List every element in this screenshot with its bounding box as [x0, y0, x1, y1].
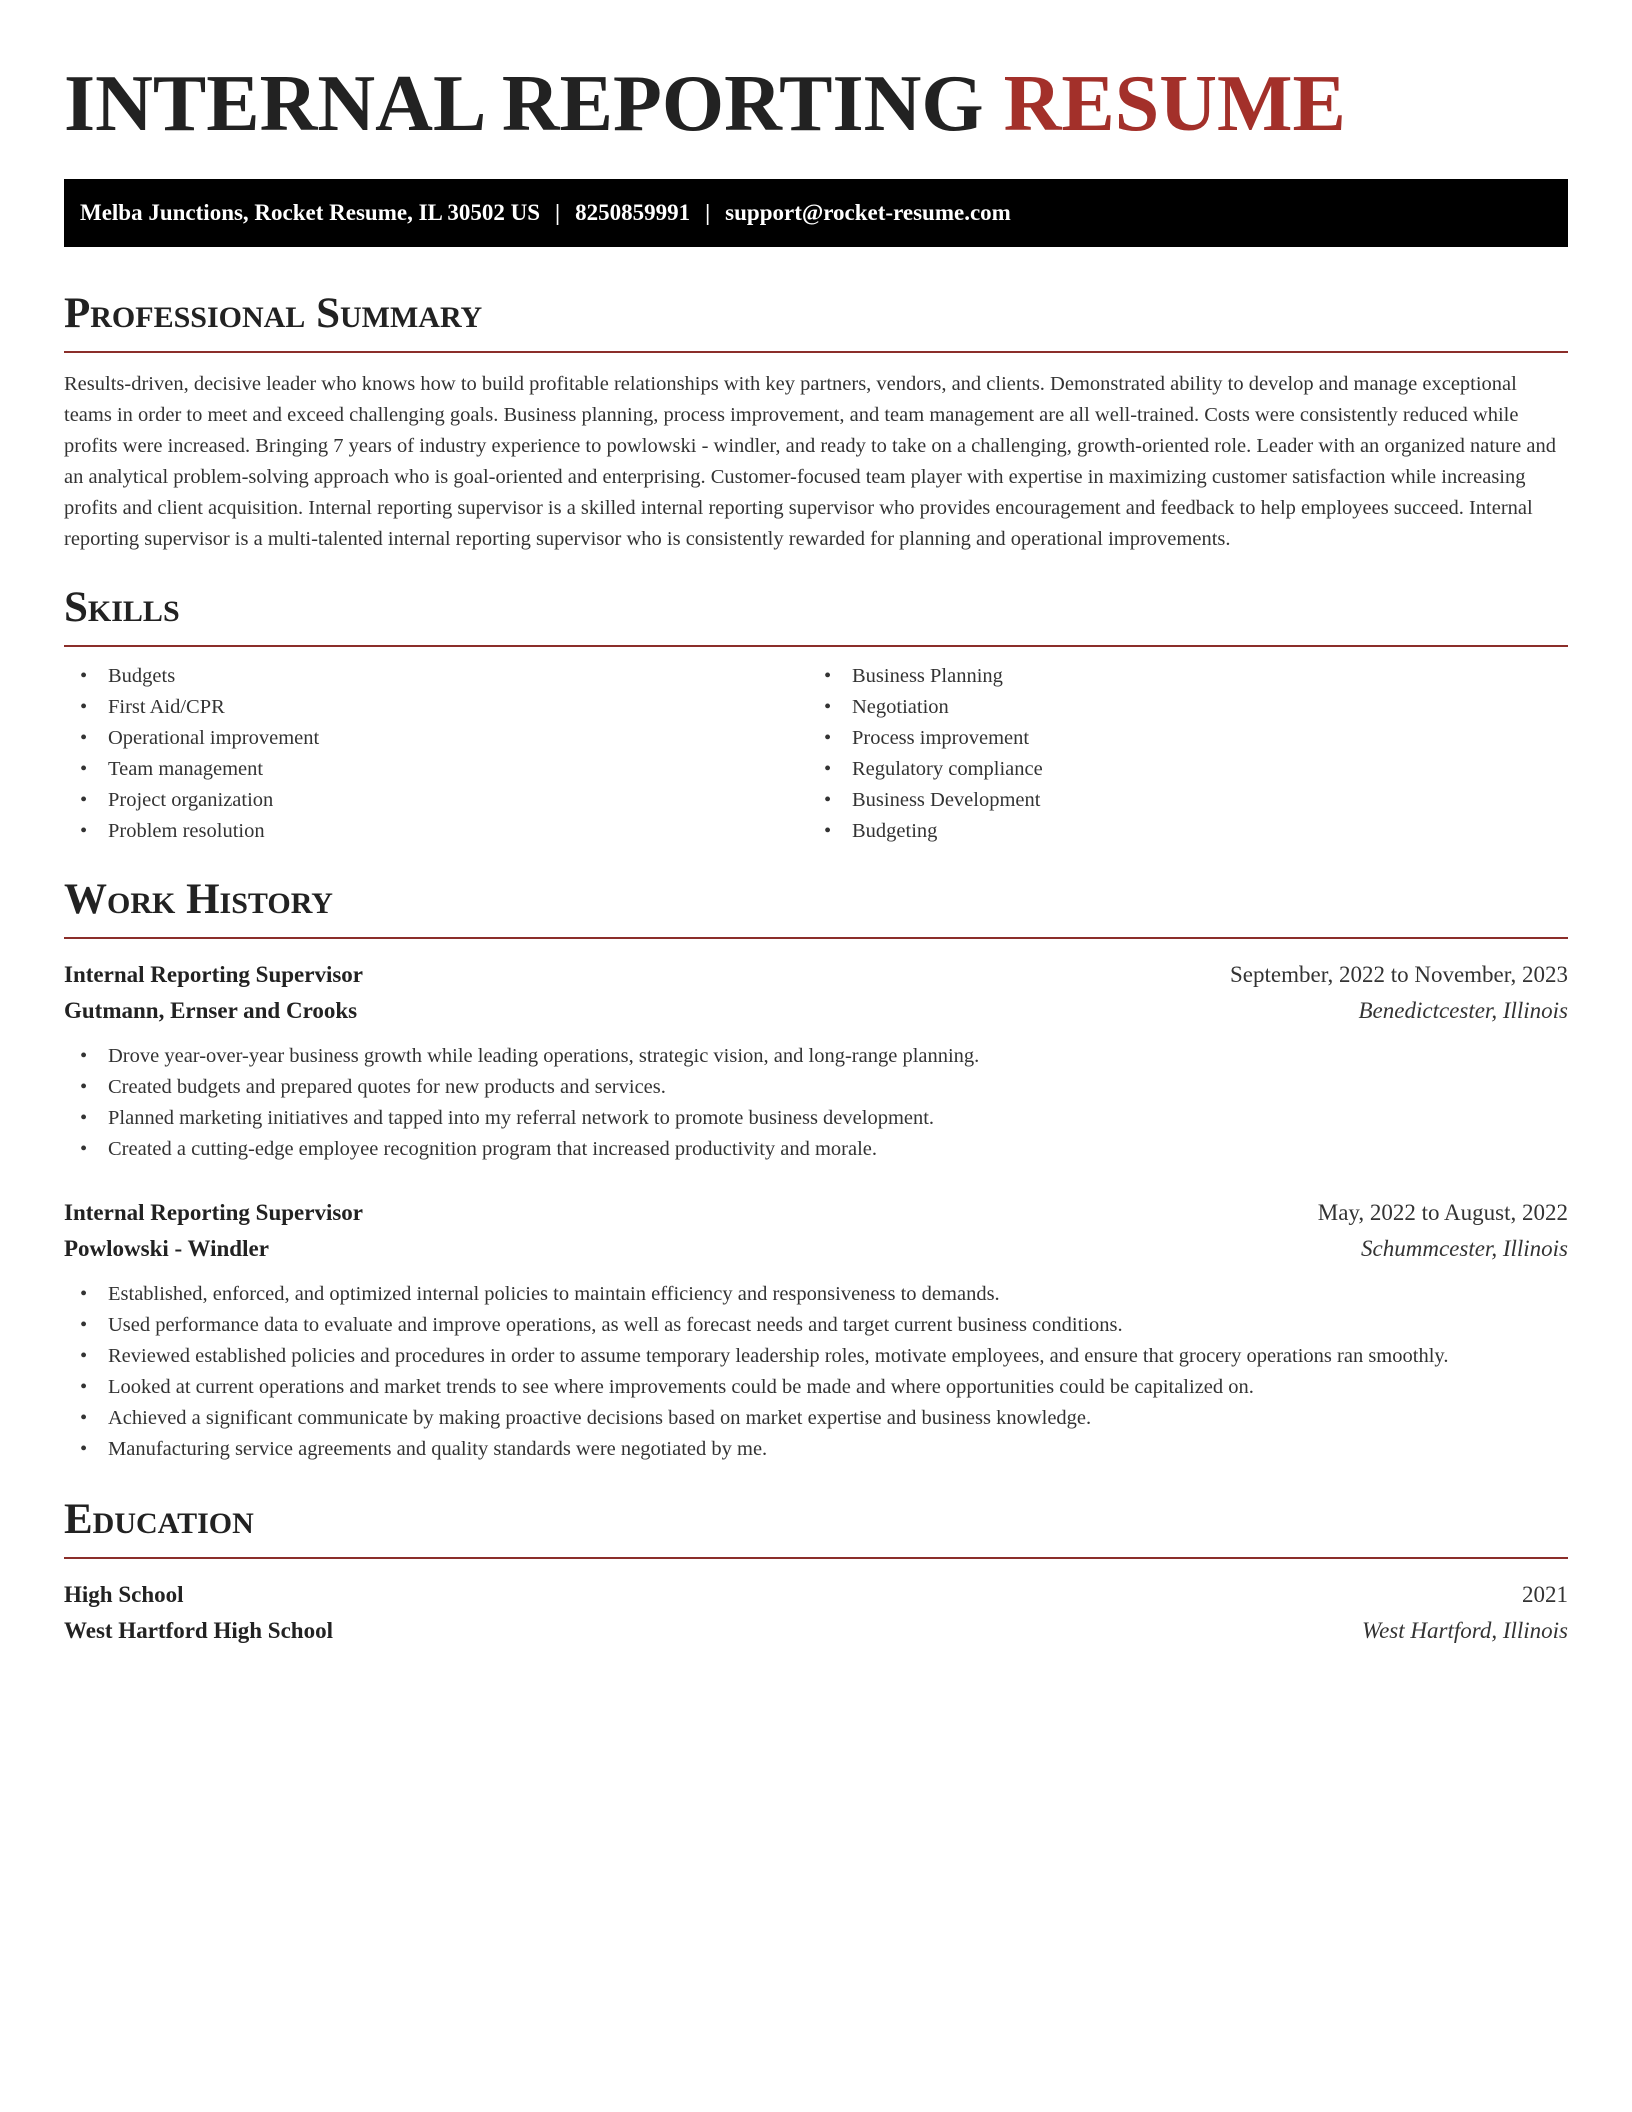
- job-company: Gutmann, Ernser and Crooks: [64, 998, 358, 1023]
- job-title: Internal Reporting Supervisor: [64, 962, 363, 987]
- education-year: 2021: [1522, 1582, 1568, 1607]
- job-entry: [64, 1195, 1568, 1465]
- skill-item: • Regulatory compliance: [808, 754, 1548, 785]
- education-entry: [64, 1577, 1568, 1649]
- work-history-heading: Work History: [64, 875, 1568, 939]
- skill-item: • Process improvement: [808, 723, 1548, 754]
- job-duties: [64, 1279, 1568, 1465]
- job-duty-item: • Established, enforced, and optimized internal policies to maintain efficiency and responsiveness to demands.: [64, 1279, 1568, 1310]
- skill-item: • Team management: [64, 754, 804, 785]
- skill-item: • First Aid/CPR: [64, 692, 804, 723]
- title-main: INTERNAL REPORTING: [64, 60, 984, 148]
- skill-item: • Budgeting: [808, 816, 1548, 847]
- job-title-row: [64, 957, 1568, 993]
- job-company-row: [64, 1231, 1568, 1267]
- skill-item: • Business Planning: [808, 661, 1548, 692]
- job-duty-item: • Drove year-over-year business growth while leading operations, strategic vision, and long-range planning.: [64, 1041, 1568, 1072]
- contact-phone: 8250859991: [575, 200, 691, 225]
- job-title-row: [64, 1195, 1568, 1231]
- job-entry: [64, 957, 1568, 1165]
- skill-item: • Problem resolution: [64, 816, 804, 847]
- job-duties: [64, 1041, 1568, 1165]
- job-location: Benedictcester, Illinois: [1358, 998, 1568, 1023]
- education-location: West Hartford, Illinois: [1362, 1618, 1568, 1643]
- job-location: Schummcester, Illinois: [1361, 1236, 1568, 1261]
- summary-text: Results-driven, decisive leader who knows how to build profitable relationships with key partners, vendors, and clients. Demonstrated ability to develop and manage exceptional teams in order to meet and exceed challenging goals. Business planning, process improvement, and team management are all well-trained. Costs were consistently reduced while profits were increased. Bringing 7 years of industry experience to powlowski - windler, and ready to take on a challenging, growth-oriented role. Leader with an organized nature and an analytical problem-solving approach who is goal-oriented and enterprising. Customer-focused team player with expertise in maximizing customer satisfaction while increasing profits and client acquisition. Internal reporting supervisor is a skilled internal reporting supervisor who provides encouragement and feedback to help employees succeed. Internal reporting supervisor is a multi-talented internal reporting supervisor who is consistently rewarded for planning and operational improvements.: [64, 373, 1556, 550]
- job-title: Internal Reporting Supervisor: [64, 1200, 363, 1225]
- education-school-row: [64, 1613, 1568, 1649]
- job-dates: May, 2022 to August, 2022: [1317, 1200, 1568, 1225]
- job-dates: September, 2022 to November, 2023: [1230, 962, 1568, 987]
- job-company-row: [64, 993, 1568, 1029]
- skills-list: [64, 661, 1568, 847]
- contact-address: Melba Junctions, Rocket Resume, IL 30502 US: [80, 200, 541, 225]
- skill-item: • Project organization: [64, 785, 804, 816]
- job-duty-item: • Used performance data to evaluate and improve operations, as well as forecast needs and target current business conditions.: [64, 1310, 1568, 1341]
- contact-bar: [64, 179, 1568, 247]
- skill-item: • Business Development: [808, 785, 1548, 816]
- summary-heading: Professional Summary: [64, 289, 1568, 353]
- contact-separator: |: [705, 200, 711, 225]
- education-degree: High School: [64, 1582, 184, 1607]
- job-duty-item: • Achieved a significant communicate by making proactive decisions based on market expertise and business knowledge.: [64, 1403, 1568, 1434]
- skills-column-left: [64, 661, 804, 847]
- contact-separator: |: [555, 200, 561, 225]
- contact-email: support@rocket-resume.com: [725, 200, 1011, 225]
- skill-item: • Negotiation: [808, 692, 1548, 723]
- education-school: West Hartford High School: [64, 1618, 333, 1643]
- job-company: Powlowski - Windler: [64, 1236, 269, 1261]
- skill-item: • Operational improvement: [64, 723, 804, 754]
- education-heading: Education: [64, 1495, 1568, 1559]
- job-duty-item: • Created a cutting-edge employee recognition program that increased productivity and morale.: [64, 1134, 1568, 1165]
- resume-title: [64, 58, 1568, 150]
- education-degree-row: [64, 1577, 1568, 1613]
- job-duty-item: • Looked at current operations and market trends to see where improvements could be made and where opportunities could be capitalized on.: [64, 1372, 1568, 1403]
- skills-heading: Skills: [64, 583, 1568, 647]
- skills-column-right: [808, 661, 1548, 847]
- job-duty-item: • Manufacturing service agreements and quality standards were negotiated by me.: [64, 1434, 1568, 1465]
- job-duty-item: • Created budgets and prepared quotes for new products and services.: [64, 1072, 1568, 1103]
- job-duty-item: • Reviewed established policies and procedures in order to assume temporary leadership roles, motivate employees, and ensure that grocery operations ran smoothly.: [64, 1341, 1568, 1372]
- skill-item: • Budgets: [64, 661, 804, 692]
- job-duty-item: • Planned marketing initiatives and tapped into my referral network to promote business development.: [64, 1103, 1568, 1134]
- title-accent: RESUME: [1003, 60, 1346, 148]
